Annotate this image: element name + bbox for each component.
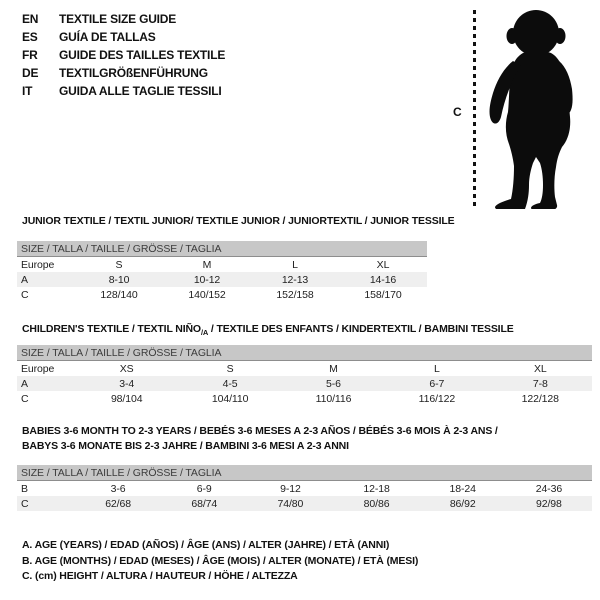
cell: 18-24 (449, 482, 476, 495)
title-line: BABIES 3-6 MONTH TO 2-3 YEARS / BEBÉS 3-6 MESES A 2-3 AÑOS / BÉBÉS 3-6 MOIS À 2-3 ANS / (22, 425, 498, 437)
language-row-fr (22, 46, 225, 64)
cell: 6-7 (429, 377, 445, 390)
language-code: FR (22, 48, 38, 62)
language-code: ES (22, 30, 38, 44)
row-label: C (21, 288, 29, 301)
language-row-de (22, 64, 225, 82)
table-row-age (17, 272, 427, 287)
table-row-height (17, 391, 592, 406)
row-label: A (21, 273, 28, 286)
title-line: BABYS 3-6 MONATE BIS 2-3 JAHRE / BAMBINI 3-6 MESI A 2-3 ANNI (22, 440, 349, 452)
cell: S (226, 362, 234, 375)
cell: 74/80 (277, 497, 304, 510)
cell: M (329, 362, 338, 375)
cell: 12-18 (363, 482, 390, 495)
language-code: DE (22, 66, 39, 80)
row-label: Europe (21, 258, 55, 271)
size-header-band: SIZE / TALLA / TAILLE / GRÖSSE / TAGLIA (17, 465, 592, 481)
language-row-es (22, 28, 225, 46)
cell: 4-5 (222, 377, 238, 390)
cell: 158/170 (364, 288, 402, 301)
babies-size-table (17, 465, 592, 511)
language-title: GUÍA DE TALLAS (59, 30, 156, 44)
children-size-table (17, 345, 592, 406)
row-label: C (21, 497, 29, 510)
size-header-band: SIZE / TALLA / TAILLE / GRÖSSE / TAGLIA (17, 345, 592, 361)
baby-silhouette-icon (483, 7, 593, 209)
language-list (22, 10, 225, 100)
cell: 86/92 (449, 497, 476, 510)
language-row-en (22, 10, 225, 28)
row-label: Europe (21, 362, 55, 375)
cell: XS (119, 362, 134, 375)
legend-line-age-months: B. AGE (MONTHS) / EDAD (MESES) / ÂGE (MOIS) / ALTER (MONATE) / ETÀ (MESI) (22, 554, 419, 567)
language-title: TEXTILE SIZE GUIDE (59, 12, 177, 26)
cell: 8-10 (108, 273, 130, 286)
cell: L (433, 362, 440, 375)
junior-size-table (17, 241, 427, 302)
legend-line-age-years: A. AGE (YEARS) / EDAD (AÑOS) / ÂGE (ANS) / ALTER (JAHRE) / ETÀ (ANNI) (22, 539, 390, 551)
title-subscript: /A (200, 328, 209, 338)
language-title: GUIDA ALLE TAGLIE TESSILI (59, 84, 222, 98)
cell: 68/74 (191, 497, 218, 510)
cell: 98/104 (110, 392, 143, 405)
table-row-height (17, 287, 427, 302)
row-label: A (21, 377, 28, 390)
height-measure-label: C (453, 105, 462, 119)
cell: 104/110 (211, 392, 249, 405)
cell: 128/140 (100, 288, 138, 301)
cell: 9-12 (280, 482, 301, 495)
measure-legend (22, 538, 418, 585)
cell: 116/122 (418, 392, 456, 405)
row-label: B (21, 482, 28, 495)
cell: 62/68 (105, 497, 131, 510)
cell: 7-8 (532, 377, 548, 390)
cell: XL (533, 362, 547, 375)
section-title-junior: JUNIOR TEXTILE / TEXTIL JUNIOR/ TEXTILE JUNIOR / JUNIORTEXTIL / JUNIOR TESSILE (22, 215, 455, 227)
cell: 24-36 (535, 482, 563, 495)
language-title: GUIDE DES TAILLES TEXTILE (59, 48, 226, 62)
cell: 122/128 (521, 392, 559, 405)
cell: 3-6 (110, 482, 126, 495)
cell: 14-16 (369, 273, 397, 286)
title-text: / TEXTILE DES ENFANTS / KINDERTEXTIL / BAMBINI TESSILE (208, 323, 514, 335)
section-title-babies (22, 424, 562, 454)
cell: XL (376, 258, 390, 271)
cell: 110/116 (315, 392, 352, 405)
language-row-it (22, 82, 225, 100)
table-row-age (17, 376, 592, 391)
height-measure-dotted-line (473, 10, 476, 207)
table-row-height (17, 496, 592, 511)
size-header-band: SIZE / TALLA / TAILLE / GRÖSSE / TAGLIA (17, 241, 427, 257)
cell: L (292, 258, 298, 271)
cell: 92/98 (536, 497, 562, 510)
cell: 3-4 (119, 377, 135, 390)
cell: 6-9 (196, 482, 212, 495)
title-text: CHILDREN'S TEXTILE / TEXTIL NIÑO (22, 323, 201, 335)
cell: M (202, 258, 212, 271)
cell: 152/158 (276, 288, 314, 301)
table-row-europe (17, 257, 427, 273)
cell: 12-13 (281, 273, 309, 286)
cell: 10-12 (193, 273, 221, 286)
cell: 5-6 (326, 377, 341, 390)
language-title: TEXTILGRÖßENFÜHRUNG (59, 66, 208, 80)
language-code: EN (22, 12, 39, 26)
row-label: C (21, 392, 29, 405)
table-row-months (17, 481, 592, 497)
legend-line-height: C. (cm) HEIGHT / ALTURA / HAUTEUR / HÖHE / ALTEZZA (22, 570, 298, 582)
cell: 80/86 (363, 497, 390, 510)
language-code: IT (22, 84, 33, 98)
section-title-children (22, 322, 514, 340)
table-row-europe (17, 361, 592, 377)
cell: S (115, 258, 123, 271)
cell: 140/152 (188, 288, 226, 301)
